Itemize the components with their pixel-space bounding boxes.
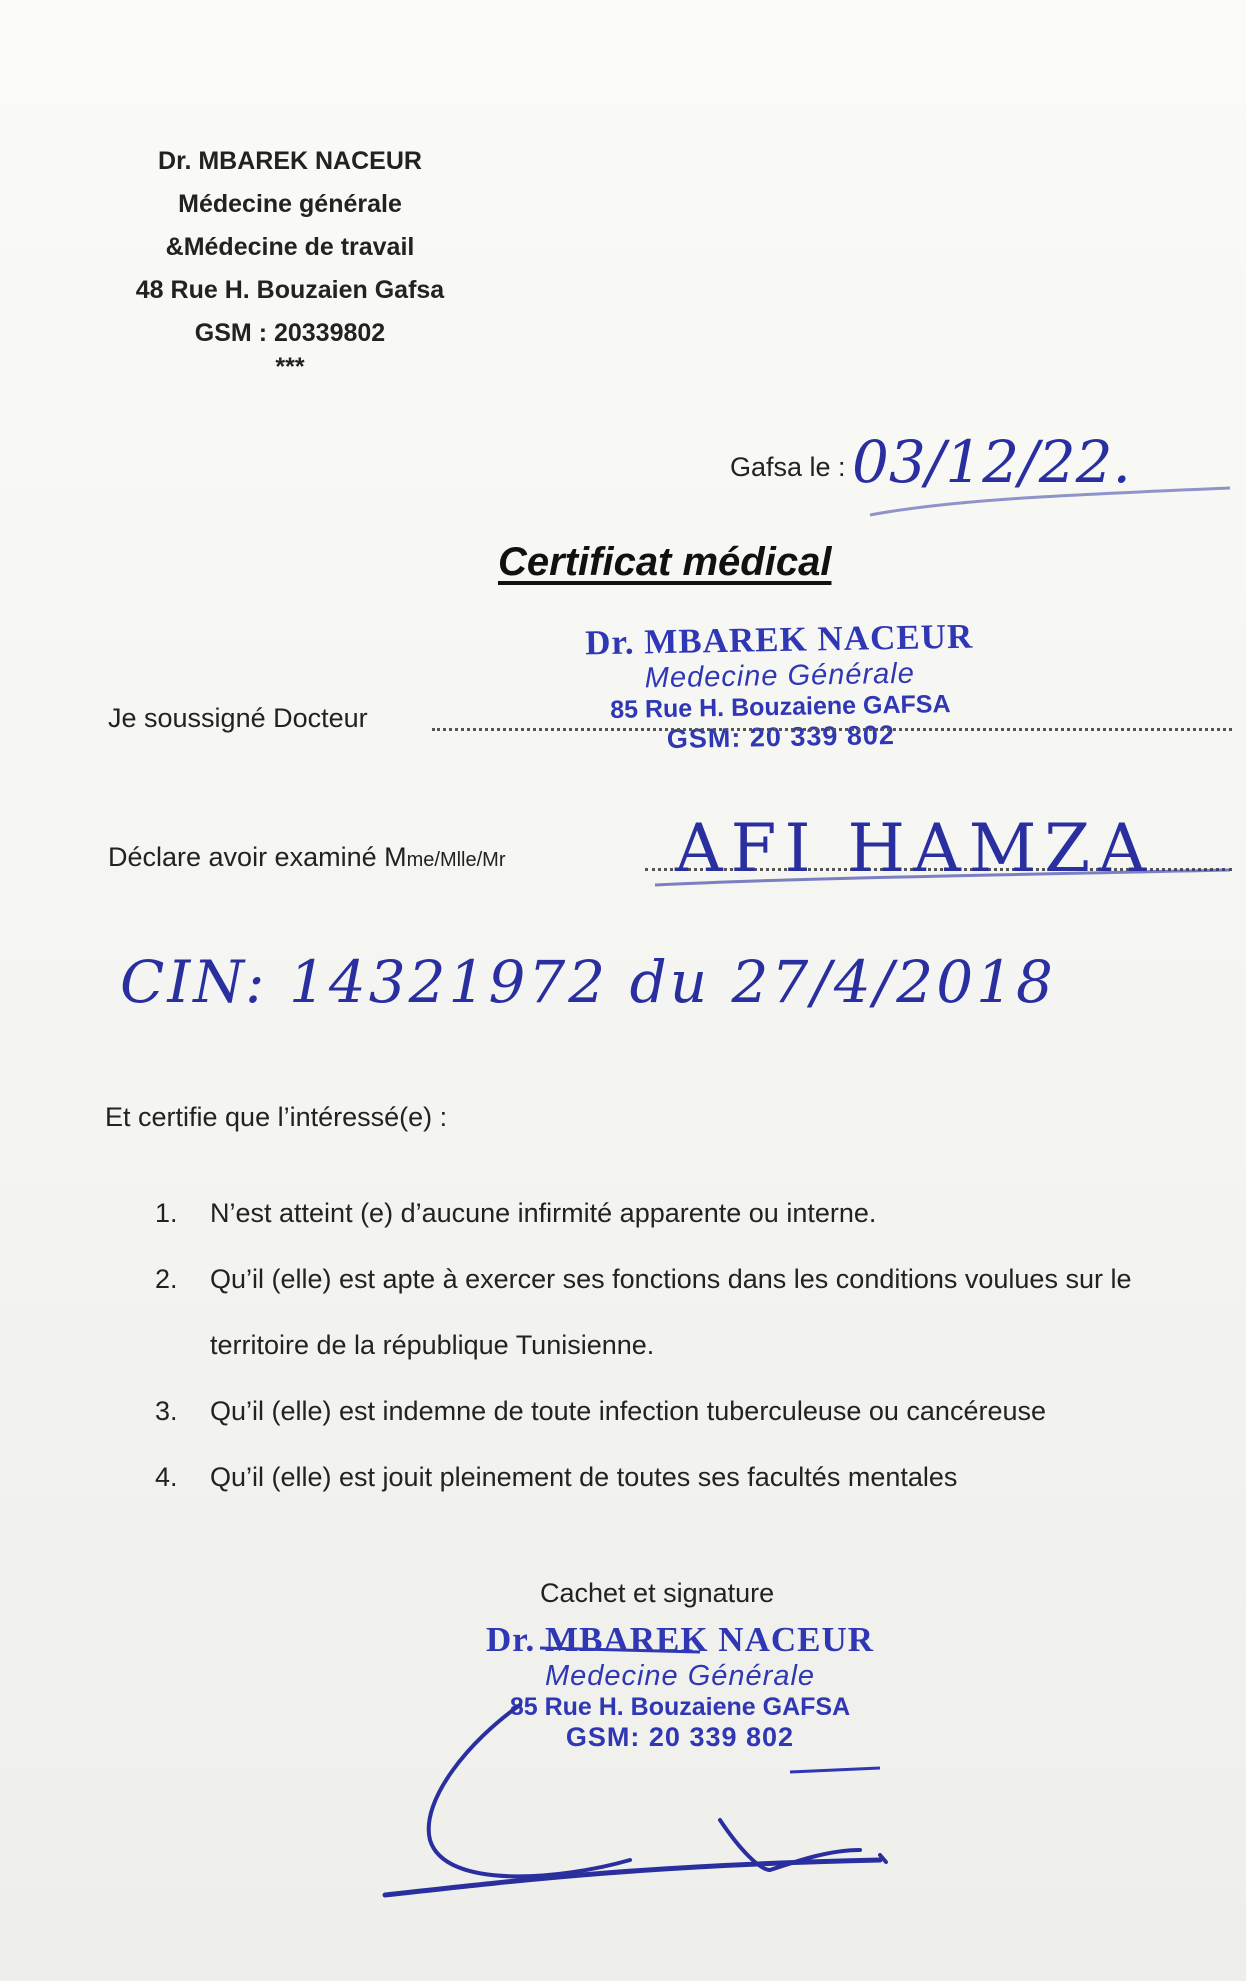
stamp-gsm: GSM: 20 339 802: [565, 1722, 795, 1752]
stamp-strike-line: [540, 1648, 880, 1772]
signature-scribble: [429, 1705, 886, 1876]
signature-label: Cachet et signature: [540, 1578, 775, 1608]
list-item-text: N’est atteint (e) d’aucune infirmité apparente ou interne.: [210, 1198, 877, 1228]
list-item-number: 1.: [155, 1198, 178, 1228]
list-item-number: 4.: [155, 1462, 178, 1492]
certify-label: Et certifie que l’intéressé(e) :: [105, 1102, 448, 1132]
stamp-gsm: GSM: 20 339 802: [666, 720, 896, 754]
stamp-address: 85 Rue H. Bouzaiene GAFSA: [509, 1693, 851, 1721]
undersigned-label: Je soussigné Docteur: [108, 703, 368, 733]
specialty-line-2: &Médecine de travail: [165, 233, 415, 261]
header-separator: ***: [275, 353, 305, 381]
date-underline-stroke: [870, 488, 1230, 515]
patient-name-handwritten: AFI HAMZA: [675, 810, 1154, 887]
stamp-name: Dr. MBAREK NACEUR: [584, 616, 974, 663]
stamp-specialty: Medecine Générale: [644, 657, 916, 695]
doctor-name: Dr. MBAREK NACEUR: [158, 147, 422, 175]
document-title: Certificat médical: [498, 540, 832, 584]
name-underline-stroke: [655, 870, 1230, 885]
date-label: Gafsa le :: [730, 452, 846, 482]
list-item-number: 3.: [155, 1396, 178, 1426]
gsm-line: GSM : 20339802: [194, 319, 386, 347]
stamp-address: 85 Rue H. Bouzaiene GAFSA: [609, 690, 951, 724]
list-item-number: 2.: [155, 1264, 178, 1294]
list-item-text: Qu’il (elle) est indemne de toute infection tuberculeuse ou cancéreuse: [210, 1396, 1046, 1426]
stamp-specialty: Medecine Générale: [544, 1660, 816, 1692]
declare-title-suffix: me/Mlle/Mr: [406, 849, 506, 871]
declare-label-text: Déclare avoir examiné M: [108, 842, 407, 872]
list-item-text: Qu’il (elle) est jouit pleinement de toutes ses facultés mentales: [210, 1462, 958, 1492]
list-item-text: Qu’il (elle) est apte à exercer ses fonctions dans les conditions voulues sur le territoire de la république Tunisienne.: [210, 1264, 1132, 1360]
signature-underline: [385, 1860, 880, 1895]
stamp-name: Dr. MBAREK NACEUR: [485, 1620, 875, 1659]
address-line: 48 Rue H. Bouzaien Gafsa: [135, 276, 445, 304]
specialty-line-1: Médecine générale: [178, 190, 402, 218]
handwritten-date: 03/12/22.: [852, 428, 1131, 496]
patient-id-handwritten: CIN: 14321972 du 27/4/2018: [120, 948, 1056, 1016]
